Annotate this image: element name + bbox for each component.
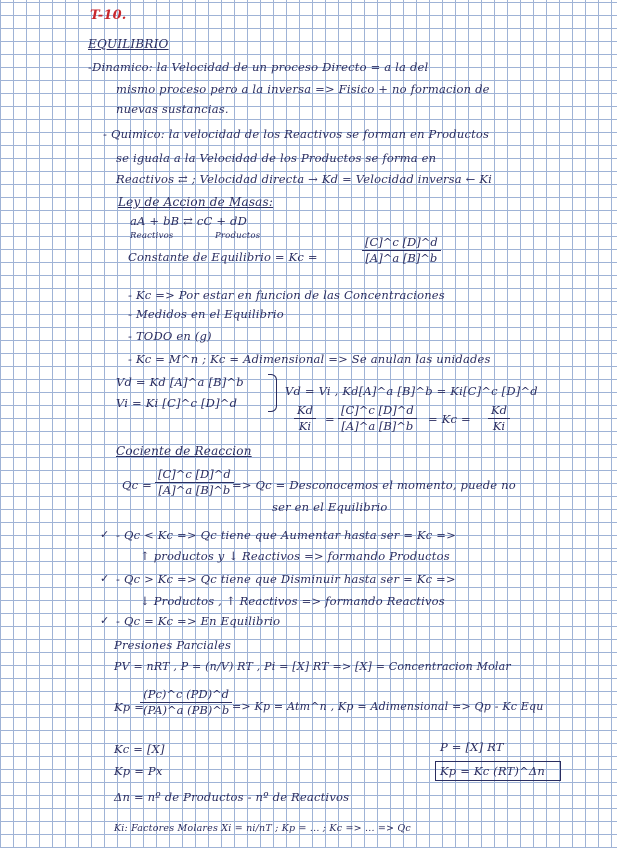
boxed-formula-frame xyxy=(435,761,561,781)
qc-fraction xyxy=(155,468,234,497)
equation: Kc = [X] xyxy=(114,742,165,756)
kp-fraction xyxy=(140,688,232,717)
bullet-line: - TODO en (g) xyxy=(128,329,212,343)
text-line: -Dinamico: la Velocidad de un proceso Directo = a la del xyxy=(88,60,429,74)
bullet-line: - Medidos en el Equilibrio xyxy=(128,307,284,321)
equation-label: Reactivos xyxy=(130,231,174,241)
fraction-den: Ki xyxy=(298,419,312,433)
equation: => Kp = Atm^n , Kp = Adimensional => Qp - Kc Equ xyxy=(232,700,544,713)
equilibrium-constant-label: Constante de Equilibrio = Kc = xyxy=(128,250,318,264)
equation: P = [X] RT xyxy=(440,740,504,754)
text-line: - Quimico: la velocidad de los Reactivos se forman en Productos xyxy=(103,127,490,141)
kc-fraction xyxy=(362,236,441,265)
equation: Δn = nº de Productos - nº de Reactivos xyxy=(114,790,350,804)
equation: Kp = Kc (RT)^Δn xyxy=(440,764,546,778)
kc-numerator: [C]^c [D]^d xyxy=(362,236,441,251)
fraction-den: [A]^a [B]^b xyxy=(158,483,231,497)
fraction-den: Ki xyxy=(492,419,506,433)
concentration-fraction xyxy=(338,404,417,433)
fraction-num: (Pc)^c (PD)^d xyxy=(140,688,232,703)
text-line: mismo proceso pero a la inversa => Fisico + no formacion de xyxy=(116,82,490,96)
section-heading: Presiones Parciales xyxy=(114,638,232,652)
check-mark-icon: ✓ xyxy=(100,572,110,585)
page-title: EQUILIBRIO xyxy=(88,37,169,51)
equation: Kp = Px xyxy=(114,764,163,778)
bullet-line: - Qc < Kc => Qc tiene que Aumentar hasta ser = Kc => xyxy=(116,528,456,542)
equation: Kp = xyxy=(114,700,145,714)
fraction-num: [C]^c [D]^d xyxy=(338,404,417,419)
kd-ki-fraction xyxy=(294,404,316,433)
equation: Vi = Ki [C]^c [D]^d xyxy=(116,396,238,410)
fraction-num: Kd xyxy=(488,404,510,419)
kc-denominator: [A]^a [B]^b xyxy=(365,251,438,265)
text-line: ↑ productos y ↓ Reactivos => formando Productos xyxy=(140,549,450,563)
equation: => Qc = Desconocemos el momento, puede no xyxy=(232,478,516,492)
equation-label: Productos xyxy=(215,231,261,241)
check-mark-icon: ✓ xyxy=(100,528,110,541)
equation: PV = nRT , P = (n/V) RT , Pi = [X] RT => [X] = Concentracion Molar xyxy=(114,660,511,673)
fraction-num: Kd xyxy=(294,404,316,419)
text-line: se iguala a la Velocidad de los Productos se forma en xyxy=(116,151,437,165)
bullet-line: - Qc > Kc => Qc tiene que Disminuir hasta ser = Kc => xyxy=(116,572,456,586)
text-line: Reactivos ⇄ ; Velocidad directa → Kd = Velocidad inversa ← Ki xyxy=(116,172,493,186)
section-heading: Ley de Accion de Masas: xyxy=(118,195,274,209)
kd-ki-fraction xyxy=(488,404,510,433)
fraction-den: (PA)^a (PB)^b xyxy=(143,703,230,717)
fraction-num: [C]^c [D]^d xyxy=(155,468,234,483)
equation: Vd = Vi , Kd[A]^a [B]^b = Ki[C]^c [D]^d xyxy=(285,384,538,398)
equation: aA + bB ⇄ cC + dD xyxy=(130,214,248,228)
bullet-line: - Kc = M^n ; Kc = Adimensional => Se anulan las unidades xyxy=(128,352,491,366)
equals-sign: = xyxy=(325,412,335,426)
fraction-den: [A]^a [B]^b xyxy=(341,419,414,433)
equation: Qc = xyxy=(122,478,152,492)
equation: Vd = Kd [A]^a [B]^b xyxy=(116,375,244,389)
text-line: nuevas sustancias. xyxy=(116,102,229,116)
text-line: ser en el Equilibrio xyxy=(272,500,388,514)
brace-shape xyxy=(268,374,277,412)
equation: = Kc = xyxy=(428,412,471,426)
page-code: T-10. xyxy=(90,8,127,23)
check-mark-icon: ✓ xyxy=(100,614,110,627)
bullet-line: - Kc => Por estar en funcion de las Concentraciones xyxy=(128,288,445,302)
text-line: Ki: Factores Molares Xi = ni/nT ; Kp = ... ; Kc => ... => Qc xyxy=(114,823,411,834)
bullet-line: - Qc = Kc => En Equilibrio xyxy=(116,614,281,628)
section-heading: Cociente de Reaccion xyxy=(116,444,252,458)
text-line: ↓ Productos , ↑ Reactivos => formando Reactivos xyxy=(140,594,445,608)
